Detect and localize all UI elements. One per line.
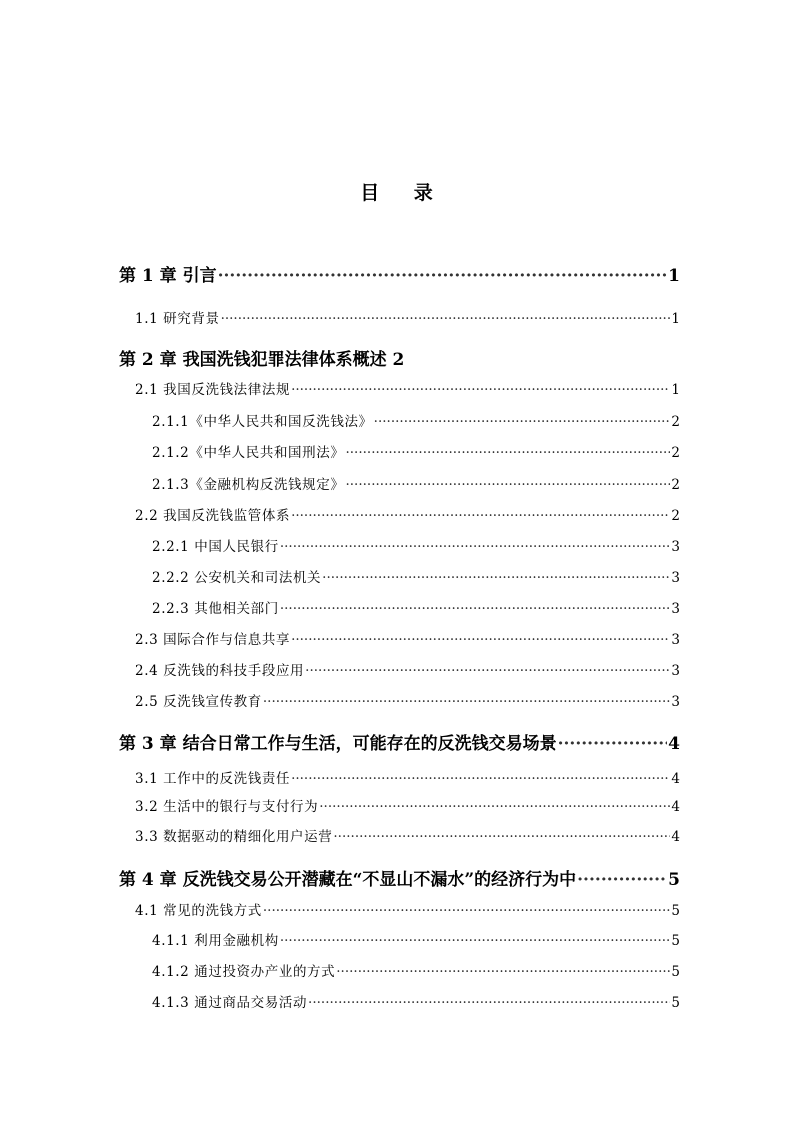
page-title: 目 录 [360,182,447,204]
toc-entry-sub [152,992,680,1014]
dot-leader [280,930,671,952]
toc-entry-page-number: 4 [671,829,680,845]
toc-entry-label: 2.5 反洗钱宣传教育 [135,694,262,710]
toc-entry-chapter [119,867,680,893]
toc-entry-section [135,691,680,713]
dot-leader [322,567,670,589]
dot-leader [577,867,667,893]
toc-entry-sub [152,474,680,496]
dot-leader [291,379,670,401]
dot-leader [291,768,670,790]
toc-entry-label: 2.2.3 其他相关部门 [152,601,279,617]
dot-leader [280,536,671,558]
toc-entry-chapter [119,731,680,757]
toc-entry-sub [152,567,680,589]
dot-leader [336,961,670,983]
dot-leader [291,505,670,527]
toc-entry-sub [152,442,680,464]
toc-entry-label: 3.3 数据驱动的精细化用户运营 [135,829,333,845]
toc-entry-page-number: 4 [671,799,680,815]
toc-entry-page-number: 5 [671,995,680,1011]
dot-leader [291,629,670,651]
toc-entry-page-number: 3 [671,570,680,586]
toc-entry-page-number: 4 [671,771,680,787]
toc-entry-page-number: 2 [671,477,680,493]
toc-entry-label: 4.1 常见的洗钱方式 [135,903,262,919]
toc-entry-page-number: 2 [671,414,680,430]
toc-entry-sub [152,598,680,620]
toc-entry-sub [152,536,680,558]
toc-entry-page-number: 5 [668,870,680,890]
dot-leader [263,900,671,922]
toc-entry-sub [152,411,680,433]
toc-entry-label: 4.1.1 利用金融机构 [152,933,279,949]
toc-entry-page-number: 3 [671,601,680,617]
toc-entry-page-number: 1 [668,266,680,286]
toc-entry-label: 第 3 章 结合日常工作与生活，可能存在的反洗钱交易场景 [119,734,557,754]
toc-entry-label: 第 2 章 我国洗钱犯罪法律体系概述 2 [119,350,405,370]
dot-leader [263,691,671,713]
toc-entry-label: 第 1 章 引言 [119,266,217,286]
dot-leader [374,411,671,433]
toc-entry-section [135,826,680,848]
dot-leader [345,474,670,496]
toc-entry-page-number: 2 [671,508,680,524]
toc-entry-label: 2.1.1《中华人民共和国反洗钱法》 [152,414,373,430]
toc-entry-page-number: 5 [671,933,680,949]
toc-entry-section [135,505,680,527]
toc-entry-page-number: 3 [671,539,680,555]
toc-entry-label: 2.1 我国反洗钱法律法规 [135,382,291,398]
dot-leader [345,442,670,464]
toc-entry-label: 3.1 工作中的反洗钱责任 [135,771,291,787]
dot-leader [280,598,671,620]
dot-leader [319,796,670,818]
toc-entry-section [135,660,680,682]
toc-entry-label: 2.1.3《金融机构反洗钱规定》 [152,477,345,493]
toc-entry-chapter [119,263,680,289]
toc-entry-label: 1.1 研究背景 [135,311,220,327]
toc-entry-sub [152,961,680,983]
toc-entry-page-number: 1 [671,311,680,327]
toc-entry-sub [152,930,680,952]
toc-entry-page-number: 3 [671,632,680,648]
toc-entry-label: 2.3 国际合作与信息共享 [135,632,291,648]
toc-entry-section [135,308,680,330]
toc-entry-label: 2.1.2《中华人民共和国刑法》 [152,445,345,461]
toc-entry-label: 3.2 生活中的银行与支付行为 [135,799,319,815]
dot-leader [333,826,670,848]
toc-entry-page-number: 5 [671,903,680,919]
toc-entry-section [135,629,680,651]
dot-leader [305,660,670,682]
toc-entry-label: 2.2.2 公安机关和司法机关 [152,570,322,586]
toc-entry-label: 第 4 章 反洗钱交易公开潜藏在“不显山不漏水”的经济行为中 [119,870,577,890]
toc-entry-section [135,796,680,818]
toc-entry-page-number: 3 [671,694,680,710]
toc-entry-section [135,900,680,922]
dot-leader [558,731,668,757]
toc-entry-label: 2.4 反洗钱的科技手段应用 [135,663,305,679]
toc-entry-label: 2.2.1 中国人民银行 [152,539,279,555]
toc-entry-label: 2.2 我国反洗钱监管体系 [135,508,291,524]
toc-entry-page-number: 3 [671,663,680,679]
dot-leader [308,992,670,1014]
toc-entry-chapter [119,347,680,373]
toc-entry-section [135,768,680,790]
toc-entry-page-number: 2 [671,445,680,461]
toc-entry-label: 4.1.2 通过投资办产业的方式 [152,964,336,980]
toc-entry-label: 4.1.3 通过商品交易活动 [152,995,308,1011]
toc-entry-section [135,379,680,401]
dot-leader [221,308,671,330]
dot-leader [218,263,668,289]
toc-entry-page-number: 1 [671,382,680,398]
toc-entry-page-number: 4 [668,734,680,754]
toc-entry-page-number: 5 [671,964,680,980]
